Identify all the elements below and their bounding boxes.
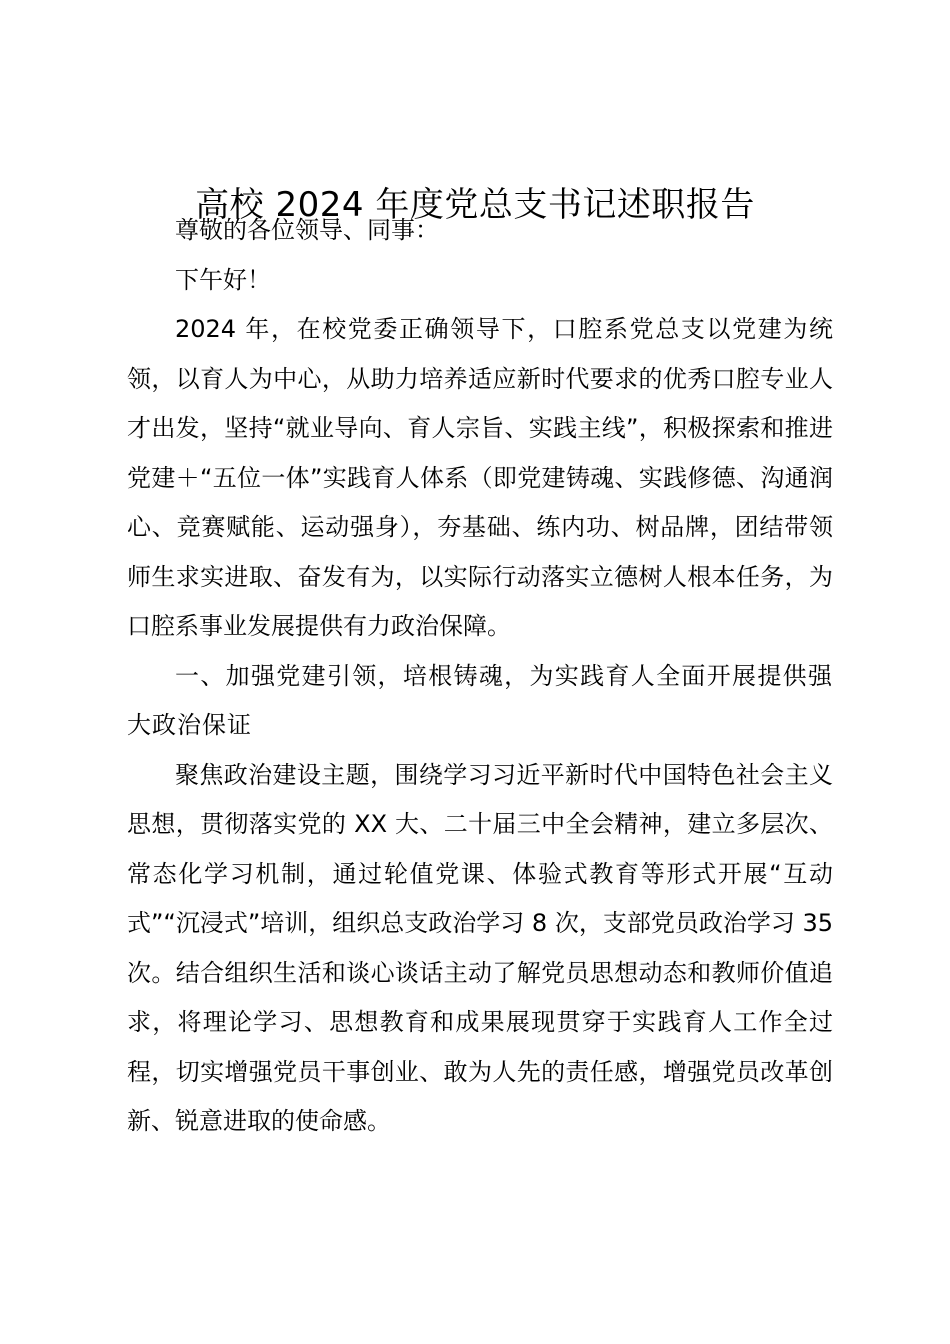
- document-body: [127, 206, 833, 1147]
- section-1-paragraph: 聚焦政治建设主题，围绕学习习近平新时代中国特色社会主义思想，贯彻落实党的 XX 大、二十届三中全会精神，建立多层次、常态化学习机制，通过轮值党课、体验式教育等形式开展“互动式”“沉浸式”培训，组织总支政治学习 8 次，支部党员政治学习 35 次。结合组织生活和谈心谈话主动了解党员思想动态和教师价值追求，将理论学习、思想教育和成果展现贯穿于实践育人工作全过程，切实增强党员干事创业、敢为人先的责任感，增强党员改革创新、锐意进取的使命感。: [127, 760, 833, 1135]
- greeting: 下午好！: [175, 265, 271, 294]
- section-1-heading: 一、加强党建引领，培根铸魂，为实践育人全面开展提供强大政治保证: [127, 661, 833, 739]
- document-title: 高校 2024 年度党总支书记述职报告: [195, 185, 755, 225]
- intro-paragraph: 2024 年，在校党委正确领导下，口腔系党总支以党建为统领，以育人为中心，从助力培养适应新时代要求的优秀口腔专业人才出发，坚持“就业导向、育人宗旨、实践主线”，积极探索和推进党建＋“五位一体”实践育人体系（即党建铸魂、实践修德、沟通润心、竞赛赋能、运动强身），夯基础、练内功、树品牌，团结带领师生求实进取、奋发有为，以实际行动落实立德树人根本任务，为口腔系事业发展提供有力政治保障。: [127, 315, 833, 640]
- salutation: 尊敬的各位领导、同事：: [175, 216, 439, 244]
